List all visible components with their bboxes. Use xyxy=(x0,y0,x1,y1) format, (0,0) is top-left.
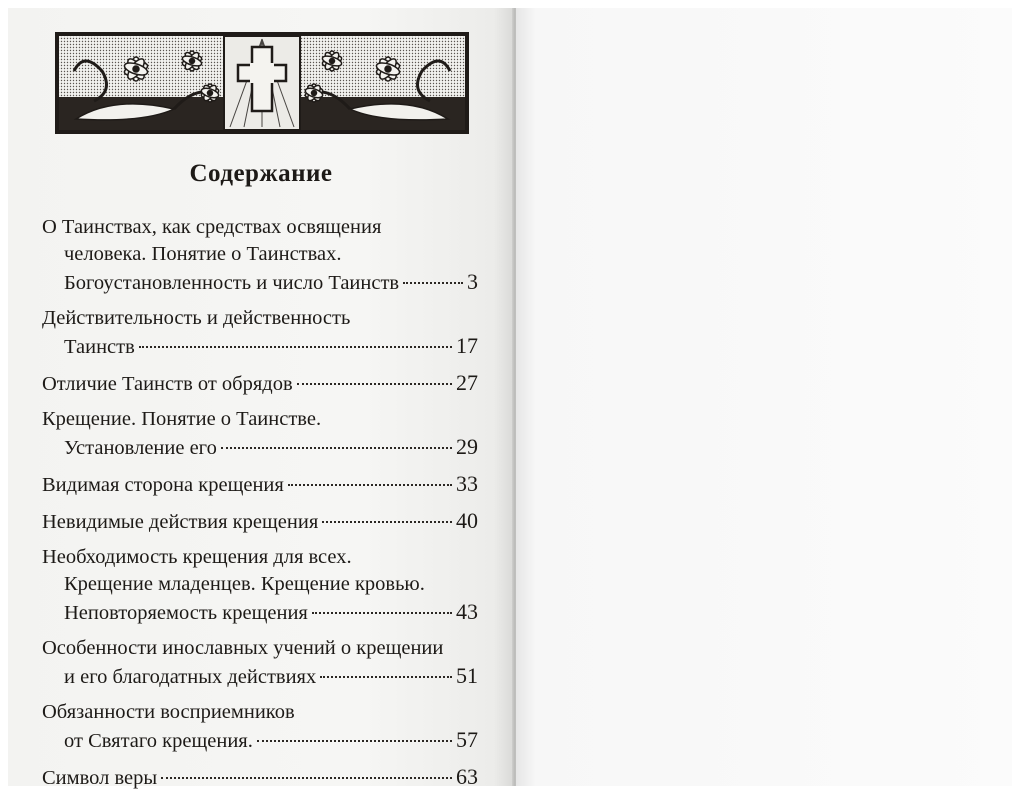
toc-entry-line: человека. Понятие о Таинствах. xyxy=(64,243,342,265)
dot-leader xyxy=(288,484,452,486)
toc-entry xyxy=(42,369,478,396)
toc-entry-line: Неповторяемость крещения xyxy=(64,602,308,624)
ornamental-headpiece-icon xyxy=(54,31,470,135)
toc-page-number: 43 xyxy=(456,599,478,624)
toc-entry xyxy=(42,635,478,689)
dot-leader xyxy=(221,447,452,449)
toc-entry-line: Крещение. Понятие о Таинстве. xyxy=(42,408,322,430)
toc-entry-line: Действительность и действенность xyxy=(42,307,351,329)
toc-entry-line: от Святаго крещения. xyxy=(64,730,253,752)
toc-page-number: 3 xyxy=(467,269,478,294)
book-spread xyxy=(8,8,1012,789)
right-page-blank xyxy=(516,8,1012,786)
toc-entry-line: Таинств xyxy=(64,336,135,358)
toc-entry-last-line xyxy=(42,369,478,396)
toc-entry-line: Обязанности восприемников xyxy=(42,701,295,723)
left-page xyxy=(8,8,514,789)
toc-entry xyxy=(42,305,478,359)
dot-leader xyxy=(320,676,452,678)
toc-entry-last-line xyxy=(42,662,478,689)
toc-entry xyxy=(42,763,478,790)
toc-page-number: 40 xyxy=(456,508,478,533)
toc-entry xyxy=(42,507,478,534)
toc-entry-line: Крещение младенцев. Крещение кровью. xyxy=(64,573,425,595)
toc-entry xyxy=(42,699,478,753)
toc-entry-last-line xyxy=(42,726,478,753)
toc-page-number: 27 xyxy=(456,370,478,395)
toc-entry-line: Установление его xyxy=(64,437,217,459)
toc-entry-line: Особенности инославных учений о крещении xyxy=(42,637,444,659)
toc-entry-line: Символ веры xyxy=(42,767,158,789)
toc-page-number: 33 xyxy=(456,471,478,496)
toc-entry-last-line xyxy=(42,763,478,790)
contents-title: Содержание xyxy=(189,160,333,187)
toc-page-number: 51 xyxy=(456,663,478,688)
toc-entry xyxy=(42,214,478,295)
toc-entry-line: Отличие Таинств от обрядов xyxy=(42,373,293,395)
dot-leader xyxy=(139,346,452,348)
toc-page-number: 29 xyxy=(456,434,478,459)
toc-entry-line: Невидимые действия крещения xyxy=(42,511,319,533)
dot-leader xyxy=(297,383,452,385)
toc-page-number: 63 xyxy=(456,764,478,789)
dot-leader xyxy=(312,612,452,614)
toc-entry-last-line xyxy=(42,268,478,295)
toc-page-number: 17 xyxy=(456,333,478,358)
dot-leader xyxy=(257,740,452,742)
toc-entry-line: О Таинствах, как средствах освящения xyxy=(42,216,382,238)
toc-entry xyxy=(42,470,478,497)
toc-page-number: 57 xyxy=(456,727,478,752)
toc-entry-line: Богоустановленность и число Таинств xyxy=(64,272,400,294)
toc-entry xyxy=(42,406,478,460)
table-of-contents xyxy=(42,214,478,800)
toc-entry xyxy=(42,544,478,625)
toc-entry-line: и его благодатных действиях xyxy=(64,666,317,688)
toc-entry-last-line xyxy=(42,332,478,359)
dot-leader xyxy=(403,282,463,284)
dot-leader xyxy=(161,777,452,779)
toc-entry-line: Необходимость крещения для всех. xyxy=(42,546,352,568)
dot-leader xyxy=(322,521,452,523)
toc-entry-line: Видимая сторона крещения xyxy=(42,474,284,496)
toc-entry-last-line xyxy=(42,470,478,497)
toc-entry-last-line xyxy=(42,598,478,625)
toc-entry-last-line xyxy=(42,433,478,460)
toc-entry-last-line xyxy=(42,507,478,534)
